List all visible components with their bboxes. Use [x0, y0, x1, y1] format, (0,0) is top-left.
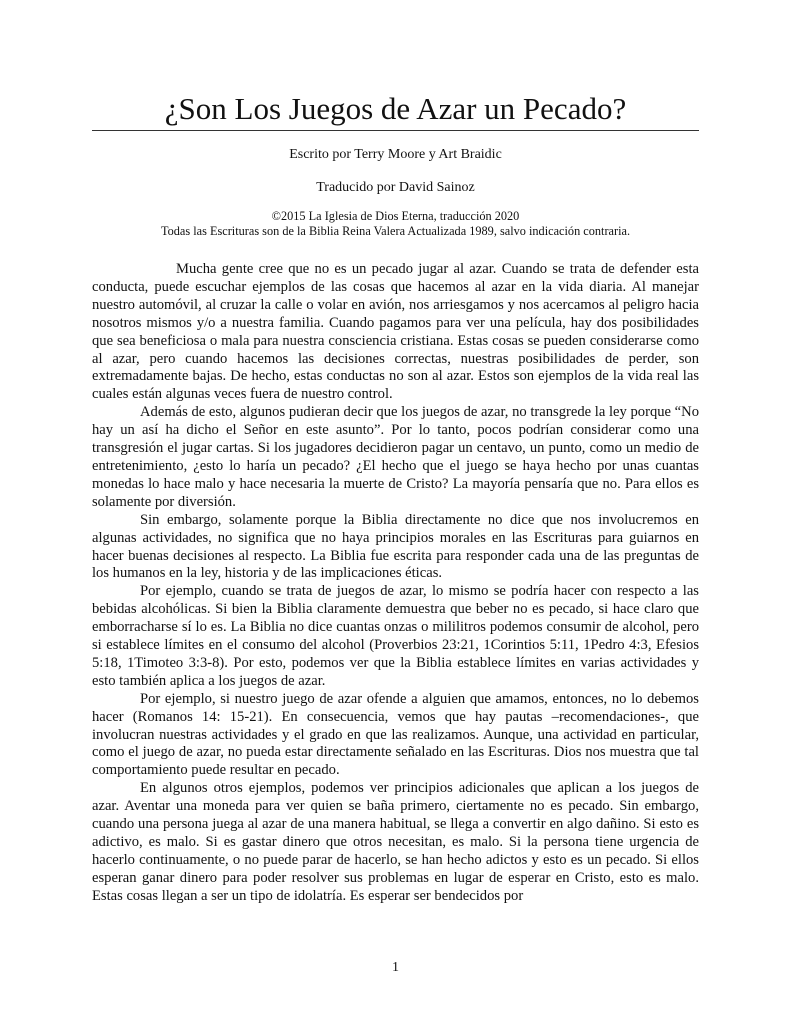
body-text: [92, 261, 699, 906]
paragraph: Por ejemplo, cuando se trata de juegos de azar, lo mismo se podría hacer con respecto a las bebidas alcohólicas. Si bien la Biblia claramente demuestra que beber no es pecado, si hace claro que emborracharse sí lo es. La Biblia no dice cuantas onzas o mililitros podemos consumir de alcohol, pero si establece límites en el consumo del alcohol (Proverbios 23:21, 1Corintios 5:11, 1Pedro 4:3, Efesios 5:18, 1Timoteo 3:3-8). Por esto, podemos ver que la Biblia establece límites en varias actividades y esto también aplica a los juegos de azar.: [92, 583, 699, 689]
copyright-line: ©2015 La Iglesia de Dios Eterna, traducción 2020: [271, 209, 520, 223]
author-line: Escrito por Terry Moore y Art Braidic: [289, 147, 502, 162]
page-number: 1: [392, 960, 399, 975]
scripture-notice-line: Todas las Escrituras son de la Biblia Reina Valera Actualizada 1989, salvo indicación contraria.: [160, 224, 631, 238]
paragraph: Por ejemplo, si nuestro juego de azar ofende a alguien que amamos, entonces, no lo debemos hacer (Romanos 14: 15-21). En consecuencia, vemos que hay pautas –recomendaciones-, que involucran nuestras actividades y el grado en que las realizamos. Aunque, una actividad en particular, como el juego de azar, no pueda estar directamente señalado en las Escrituras. Dios nos muestra que tal comportamiento puede resultar en pecado.: [92, 690, 699, 779]
paragraph: Además de esto, algunos pudieran decir que los juegos de azar, no transgrede la ley porque “No hay un así ha dicho el Señor en este asunto”. Por lo tanto, pocos podrían considerar como una transgresión el jugar cartas. Si los jugadores decidieron pagar un centavo, un punto, como un medio de entretenimiento, ¿esto lo haría un pecado? ¿El hecho que el juego se haya hecho por unas cuantas monedas lo hace malo y hace necesaria la muerte de Cristo? La mayoría pensaría que no. Para ellos es solamente por diversión.: [92, 404, 699, 510]
paragraph: En algunos otros ejemplos, podemos ver principios adicionales que aplican a los juegos de azar. Aventar una moneda para ver quien se baña primero, ciertamente no es pecado. Sin embargo, cuando una persona juega al azar de una manera habitual, se llega a convertir en algo dañino. Si esto es adictivo, es malo. Si es gastar dinero que otros necesitan, es malo. Si la persona tiene urgencia de hacerlo continuamente, o no puede parar de hacerlo, se han hecho adictos y esto es un pecado. Si ellos esperan ganar dinero para poder resolver sus problemas en lugar de esperar en Cristo, esto es malo. Estas cosas llegan a ser un tipo de idolatría. Es esperar ser bendecidos por: [92, 780, 699, 904]
copyright-notice: [92, 209, 699, 239]
translator-line: Traducido por David Sainoz: [316, 180, 475, 195]
paragraph: Sin embargo, solamente porque la Biblia directamente no dice que nos involucremos en algunas actividades, no significa que no haya principios morales en las Escrituras para guiarnos en hacer buenas decisiones al respecto. La Biblia fue escrita para responder cada una de las preguntas de los humanos en la ley, historia y de las implicaciones éticas.: [92, 511, 699, 582]
page-title: ¿Son Los Juegos de Azar un Pecado?: [164, 91, 627, 126]
title-divider: [92, 130, 699, 131]
paragraph: Mucha gente cree que no es un pecado jugar al azar. Cuando se trata de defender esta conducta, puede escuchar ejemplos de las cosas que hacemos al azar en la vida diaria. Al manejar nuestro automóvil, al cruzar la calle o volar en avión, nos arriesgamos y nos acercamos al peligro hacia nosotros mismos y/o a nuestra familia. Cuando pagamos para ver una película, hay dos posibilidades que sea beneficiosa o mala para nuestra consciencia cristiana. Estas cosas se pueden considerarse como al azar, pero cuando hacemos las decisiones correctas, nuestras posibilidades de perder, son extremadamente bajas. De hecho, estas conductas no son al azar. Estos son ejemplos de la vida real las cuales están algunas veces fuera de nuestro control.: [92, 261, 699, 403]
